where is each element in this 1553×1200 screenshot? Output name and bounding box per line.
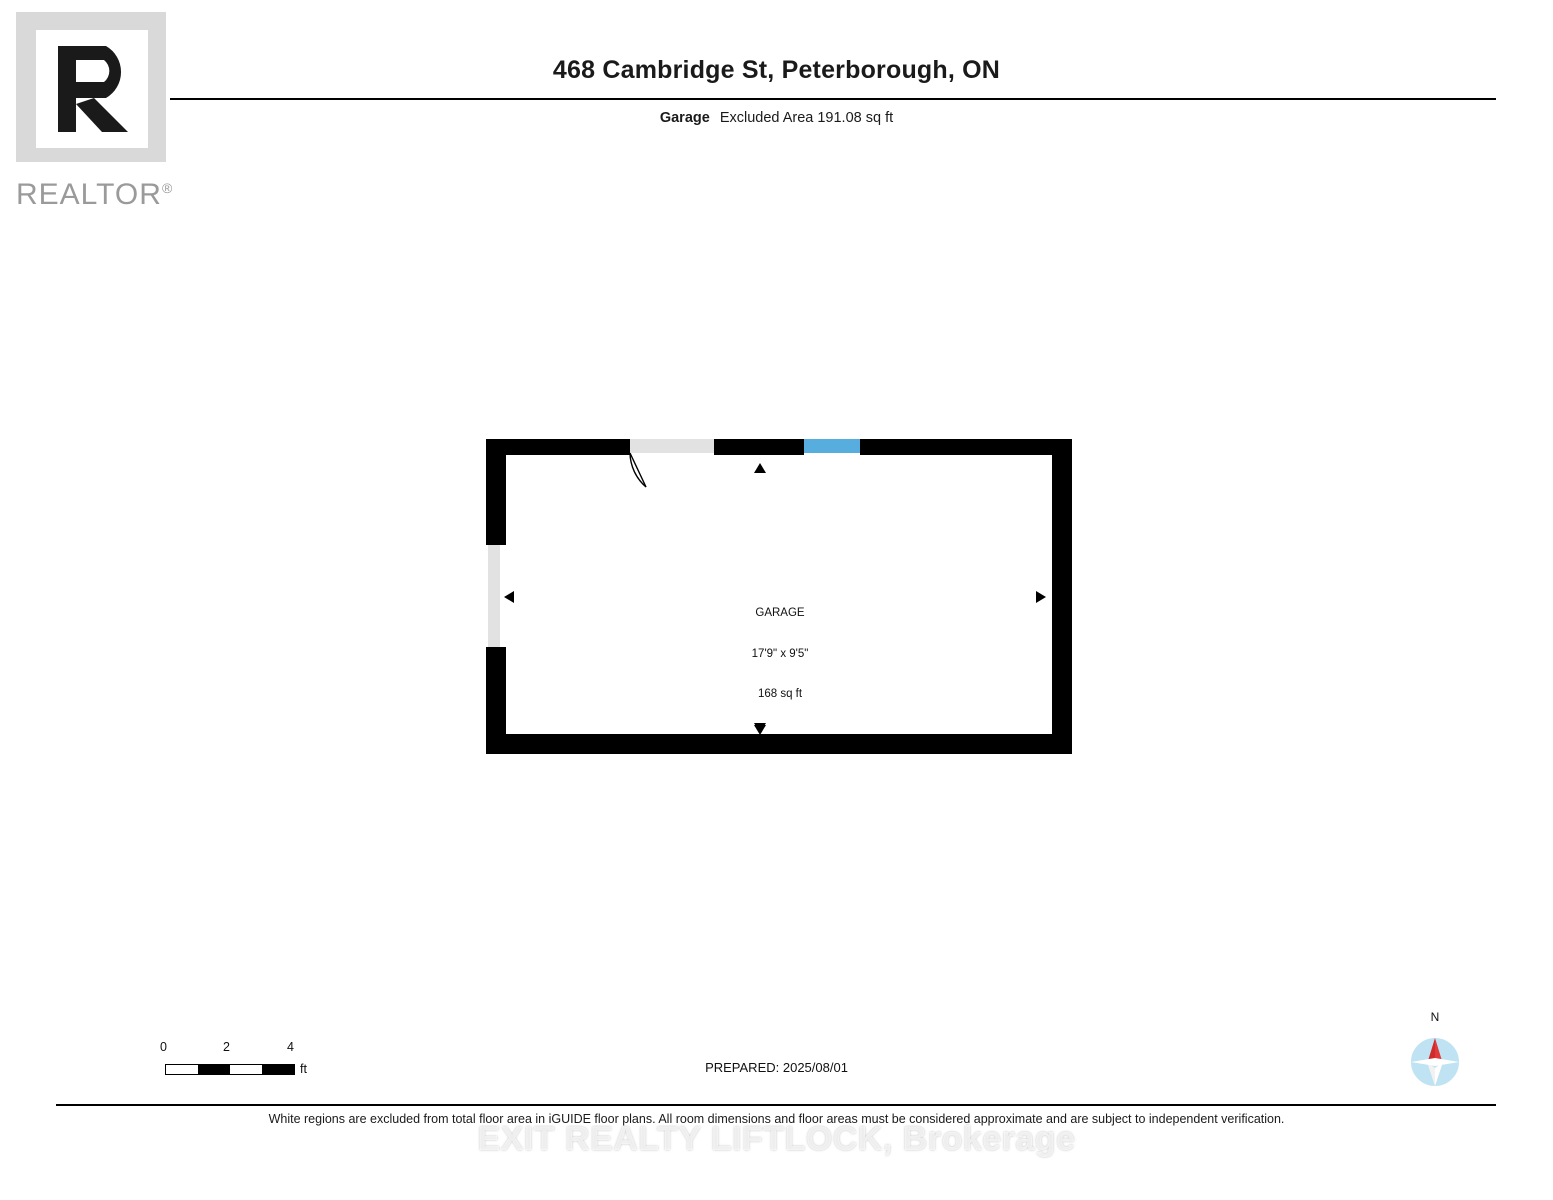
scale-unit-label: ft — [300, 1062, 307, 1076]
room-name: GARAGE — [755, 607, 805, 619]
header-divider — [170, 98, 1496, 100]
excluded-area-text: Excluded Area 191.08 sq ft — [719, 110, 894, 126]
scale-tick-0: 0 — [160, 1040, 167, 1054]
room-area: 168 sq ft — [757, 688, 803, 700]
scale-tick-1: 2 — [223, 1040, 230, 1054]
level-name: Garage — [659, 110, 710, 126]
brokerage-watermark: EXIT REALTY LIFTLOCK, Brokerage — [477, 1120, 1076, 1158]
compass-rose — [1395, 1010, 1475, 1100]
footer-divider — [56, 1104, 1496, 1106]
realtor-logo-text: REALTOR — [16, 178, 162, 211]
room-dimensions: 17'9" x 9'5" — [751, 647, 809, 660]
prepared-date: PREPARED: 2025/08/01 — [705, 1060, 848, 1075]
room-label-garage — [660, 580, 900, 715]
disclaimer-text: White regions are excluded from total floor area in iGUIDE floor plans. All room dimensions and floor areas must be considered approximate and are subject to independent verification. — [268, 1112, 1285, 1126]
page-title: 468 Cambridge St, Peterborough, ON — [552, 56, 1001, 84]
scale-tick-2: 4 — [287, 1040, 294, 1054]
compass-north-label: N — [1430, 1010, 1440, 1024]
garage-door-opening — [630, 439, 714, 453]
level-summary — [0, 110, 1553, 126]
registered-mark: ® — [161, 180, 174, 196]
scale-tick-labels — [80, 1040, 294, 1058]
realtor-logo — [8, 8, 193, 211]
window-top — [804, 439, 860, 453]
door-left-wall — [488, 545, 500, 647]
